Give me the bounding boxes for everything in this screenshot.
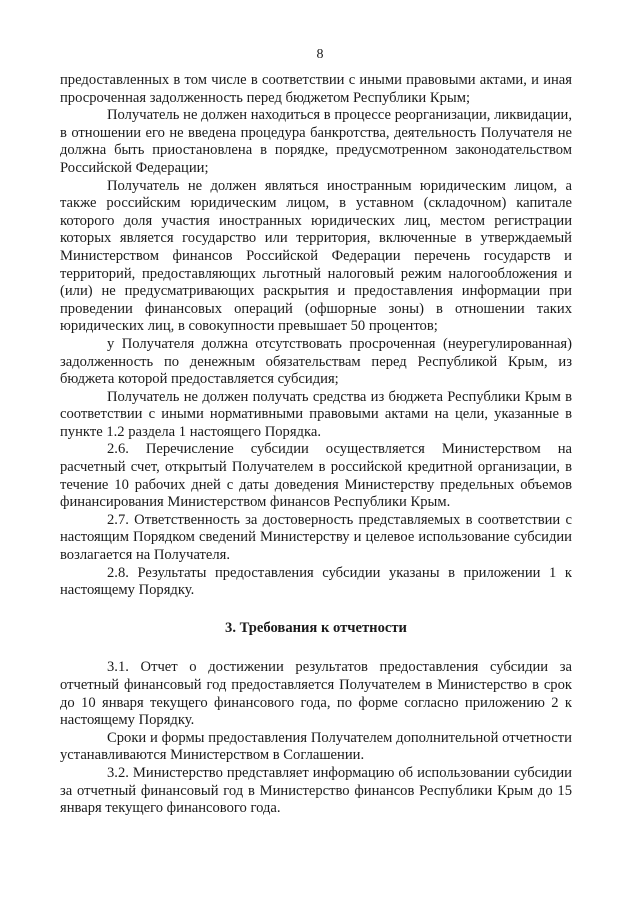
page-number: 8 xyxy=(316,47,324,62)
section-title: 3. Требования к отчетности xyxy=(225,619,407,636)
paragraph: Получатель не должен находиться в процессе реорганизации, ликвидации, в отношении его не введена процедура банкротства, деятельность Получателя не должна быть приостановлена в порядке, предусмотренном законодательством Российской Федерации; xyxy=(60,107,572,176)
paragraph: Получатель не должен получать средства из бюджета Республики Крым в соответствии с иными нормативными правовыми актами на цели, указанные в пункте 1.2 раздела 1 настоящего Порядка. xyxy=(60,388,572,440)
paragraph: 3.2. Министерство представляет информацию об использовании субсидии за отчетный финансовый год в Министерство финансов Республики Крым до 15 января текущего финансового года. xyxy=(60,764,572,817)
paragraph: у Получателя должна отсутствовать просроченная (неурегулированная) задолженность по денежным обязательствам перед Республикой Крым, из бюджета которой предоставляется субсидия; xyxy=(60,335,572,388)
paragraph: Получатель не должен являться иностранным юридическим лицом, а также российским юридическим лицом, в уставном (складочном) капитале которого доля участия иностранных юридических лиц, местом регистрации которых является государство или территория, включенные в утверждаемый Министерством финансов Российской Федерации перечень государств и территорий, предоставляющих льготный налоговый режим налогообложения и (или) не предусматривающих раскрытия и предоставления информации при проведении финансовых операций (офшорные зоны) в отношении таких юридических лиц, в совокупности превышает 50 процентов; xyxy=(60,177,572,335)
section-2-continuation xyxy=(60,72,572,600)
paragraph: 2.6. Перечисление субсидии осуществляется Министерством на расчетный счет, открытый Получателем в российской кредитной организации, в течение 10 рабочих дней с даты доведения Министерству предельных объемов финансирования Министерством финансов Республики Крым. xyxy=(60,441,572,511)
paragraph: Сроки и формы предоставления Получателем дополнительной отчетности устанавливаются Министерством в Соглашении. xyxy=(60,729,572,764)
section-3-body xyxy=(60,659,572,817)
paragraph: 2.7. Ответственность за достоверность представляемых в соответствии с настоящим Порядком сведений Министерству и целевое использование субсидии возлагается на Получателя. xyxy=(60,511,572,564)
paragraph: 3.1. Отчет о достижении результатов предоставления субсидии за отчетный финансовый год предоставляется Получателем в Министерство в срок до 10 января текущего финансового года, по форме согласно приложению 2 к настоящему Порядку. xyxy=(60,659,572,729)
paragraph: 2.8. Результаты предоставления субсидии указаны в приложении 1 к настоящему Порядку. xyxy=(60,564,572,599)
document-body xyxy=(60,72,572,818)
paragraph: предоставленных в том числе в соответствии с иными правовыми актами, и иная просроченная задолженность перед бюджетом Республики Крым; xyxy=(60,72,572,106)
